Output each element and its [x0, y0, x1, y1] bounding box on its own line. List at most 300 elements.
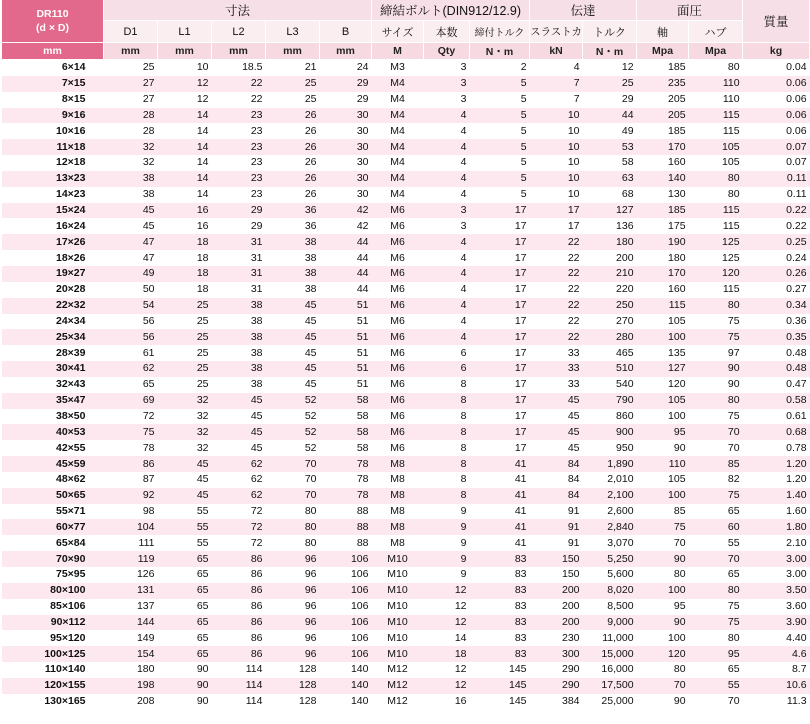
table-cell: 4: [460, 188, 467, 201]
table-row: [2, 108, 810, 124]
table-cell: 95: [637, 424, 689, 440]
column-header-row: [2, 21, 810, 43]
table-cell: 86: [104, 456, 158, 472]
table-cell: 185: [668, 61, 686, 74]
table-cell: 1.80: [743, 519, 810, 535]
table-cell: 29: [250, 219, 263, 232]
table-cell: 45: [530, 424, 583, 440]
table-cell: 25: [304, 93, 317, 106]
table-cell: 17: [514, 219, 527, 232]
table-cell: M6: [372, 234, 424, 250]
table-cell: 23: [212, 139, 266, 155]
table-cell: M10: [372, 646, 424, 662]
table-row: [2, 694, 810, 710]
table-cell: 55: [158, 519, 212, 535]
table-cell: 45: [212, 424, 266, 440]
table-cell: 18: [158, 266, 212, 282]
table-cell: 49: [104, 266, 158, 282]
table-cell: 51: [320, 298, 372, 314]
table-cell: 29: [621, 93, 634, 106]
table-cell: 5: [520, 156, 527, 169]
table-cell: M6: [390, 346, 405, 359]
table-cell: 105: [637, 393, 689, 409]
table-cell: 45: [158, 488, 212, 504]
table-cell: 104: [104, 519, 158, 535]
table-cell: 3: [424, 203, 470, 219]
table-cell: 86: [250, 600, 263, 613]
table-cell: 4.6: [743, 646, 810, 662]
table-cell: 36: [266, 203, 320, 219]
table-cell: 10: [567, 188, 580, 201]
table-cell: 110: [637, 456, 689, 472]
size-cell: 22×32: [2, 298, 104, 314]
size-cell: 25×34: [2, 329, 104, 345]
table-cell: 56: [104, 329, 158, 345]
table-cell: 22: [530, 266, 583, 282]
table-cell: 5: [470, 139, 530, 155]
table-cell: 0.04: [786, 61, 807, 74]
table-cell: 45: [266, 361, 320, 377]
size-cell: 28×39: [56, 346, 86, 359]
table-cell: 4: [460, 124, 467, 137]
table-cell: 97: [727, 346, 740, 359]
table-cell: 44: [320, 234, 372, 250]
table-cell: 45: [158, 456, 212, 472]
table-cell: 96: [304, 631, 317, 644]
table-cell: 465: [616, 346, 634, 359]
table-cell: 17,500: [583, 678, 637, 694]
table-cell: 70: [689, 424, 743, 440]
table-cell: 12: [424, 583, 470, 599]
table-row: [2, 535, 810, 551]
table-cell: 22: [212, 76, 266, 92]
table-cell: 30: [356, 188, 369, 201]
table-cell: 140: [350, 663, 369, 676]
table-cell: 0.36: [786, 314, 807, 327]
table-cell: 125: [689, 234, 743, 250]
table-cell: 0.11: [743, 171, 810, 187]
size-cell: 75×95: [56, 568, 86, 581]
table-cell: 45: [212, 393, 266, 409]
table-cell: 38: [250, 346, 263, 359]
table-cell: 154: [104, 646, 158, 662]
table-cell: 65: [142, 378, 155, 391]
table-cell: 1.40: [743, 488, 810, 504]
table-cell: 65: [727, 568, 740, 581]
table-cell: 12: [621, 61, 634, 74]
table-cell: 25: [158, 361, 212, 377]
table-cell: 175: [668, 219, 686, 232]
size-cell: 10×16: [56, 124, 86, 137]
table-cell: 80: [673, 663, 686, 676]
table-cell: 90: [673, 441, 686, 454]
table-cell: 127: [637, 361, 689, 377]
size-cell: 11×18: [2, 139, 104, 155]
size-cell: 45×59: [2, 456, 104, 472]
size-cell: 8×15: [61, 93, 86, 106]
table-cell: 128: [266, 678, 320, 694]
table-cell: 90: [196, 663, 209, 676]
table-cell: 80: [689, 583, 743, 599]
table-cell: 42: [320, 203, 372, 219]
size-cell: 32×43: [56, 378, 86, 391]
table-cell: 16: [158, 203, 212, 219]
table-cell: 80: [673, 568, 686, 581]
table-cell: 58: [320, 424, 372, 440]
table-cell: 41: [514, 505, 527, 518]
table-cell: 45: [304, 314, 317, 327]
table-cell: 0.06: [743, 76, 810, 92]
table-cell: 11.3: [786, 695, 807, 708]
table-cell: M6: [372, 424, 424, 440]
table-cell: 8: [460, 409, 467, 422]
table-cell: 205: [637, 108, 689, 124]
table-cell: 14: [158, 108, 212, 124]
table-cell: 4: [460, 251, 467, 264]
table-cell: 30: [320, 139, 372, 155]
table-cell: 16,000: [601, 663, 634, 676]
unit-cell: Mpa: [689, 43, 743, 60]
table-cell: 32: [158, 393, 212, 409]
table-cell: 18.5: [242, 61, 263, 74]
table-row: [2, 678, 810, 694]
table-cell: 3: [460, 93, 467, 106]
table-cell: M4: [372, 171, 424, 187]
table-cell: 70: [727, 441, 740, 454]
col-header: 本数: [424, 21, 470, 43]
table-cell: 0.06: [786, 93, 807, 106]
table-cell: 22: [567, 251, 580, 264]
table-cell: 14: [196, 124, 209, 137]
table-cell: 4: [424, 108, 470, 124]
table-cell: 90: [637, 615, 689, 631]
table-body: [2, 60, 810, 710]
table-cell: 38: [304, 283, 317, 296]
table-cell: M6: [372, 393, 424, 409]
table-cell: M10: [387, 631, 408, 644]
table-cell: 25: [142, 61, 155, 74]
table-cell: 52: [266, 393, 320, 409]
table-cell: 23: [212, 108, 266, 124]
table-cell: 115: [722, 124, 740, 137]
table-cell: 47: [104, 234, 158, 250]
table-row: [2, 646, 810, 662]
table-cell: 78: [142, 441, 155, 454]
table-cell: 0.78: [786, 441, 807, 454]
corner-model-cell: [2, 0, 104, 43]
table-cell: 860: [616, 409, 634, 422]
col-header: L3: [266, 21, 320, 43]
table-cell: 1.20: [743, 456, 810, 472]
table-cell: 10: [530, 139, 583, 155]
unit-cell: kN: [530, 43, 583, 60]
table-cell: 65: [727, 663, 740, 676]
table-cell: 90: [196, 695, 209, 708]
table-cell: 510: [583, 361, 637, 377]
size-cell: 80×100: [2, 583, 104, 599]
table-cell: 3.50: [743, 583, 810, 599]
table-cell: 65: [727, 505, 740, 518]
table-row: [2, 298, 810, 314]
table-cell: 11,000: [602, 631, 634, 644]
table-row: [2, 92, 810, 108]
table-cell: 22: [567, 283, 580, 296]
table-row: [2, 314, 810, 330]
table-cell: 42: [356, 219, 369, 232]
table-cell: 75: [689, 615, 743, 631]
table-cell: 110: [722, 93, 740, 106]
table-cell: 17: [514, 378, 527, 391]
table-cell: 45: [304, 346, 317, 359]
group-transmission: 伝達: [530, 0, 637, 21]
table-cell: 86: [212, 646, 266, 662]
table-row: [2, 155, 810, 171]
table-cell: 31: [250, 283, 263, 296]
table-cell: 200: [530, 583, 583, 599]
table-cell: M4: [390, 156, 405, 169]
table-cell: 32: [142, 156, 155, 169]
table-cell: 17: [470, 298, 530, 314]
table-cell: 45: [250, 409, 263, 422]
table-cell: 3: [424, 76, 470, 92]
unit-cell: N・m: [470, 43, 530, 60]
table-cell: 72: [142, 409, 155, 422]
size-cell: 100×125: [2, 646, 104, 662]
table-cell: 58: [356, 441, 369, 454]
table-cell: 70: [304, 473, 317, 486]
table-cell: 17: [514, 441, 527, 454]
table-cell: 95: [689, 646, 743, 662]
table-cell: 140: [350, 695, 369, 708]
unit-row: [2, 43, 810, 60]
table-cell: 17: [470, 424, 530, 440]
table-cell: 87: [142, 473, 155, 486]
table-cell: 56: [142, 314, 155, 327]
table-cell: 17: [514, 314, 527, 327]
size-cell: 9×16: [2, 108, 104, 124]
table-cell: 105: [722, 156, 740, 169]
table-cell: 53: [583, 139, 637, 155]
table-cell: 12: [424, 678, 470, 694]
table-cell: 115: [722, 283, 740, 296]
table-cell: 145: [509, 695, 527, 708]
table-cell: 38: [104, 171, 158, 187]
table-cell: 106: [320, 646, 372, 662]
table-cell: 120: [689, 266, 743, 282]
table-cell: M8: [390, 536, 405, 549]
table-cell: 86: [250, 568, 263, 581]
table-cell: 131: [104, 583, 158, 599]
table-cell: 90: [689, 361, 743, 377]
table-cell: 1,890: [583, 456, 637, 472]
table-cell: 4: [424, 329, 470, 345]
table-cell: 70: [689, 551, 743, 567]
table-cell: 4: [424, 266, 470, 282]
group-bolt: 締結ボルト(DIN912/12.9): [372, 0, 530, 21]
table-cell: 22: [567, 314, 580, 327]
table-row: [2, 171, 810, 187]
table-cell: 8: [424, 488, 470, 504]
table-cell: 65: [196, 600, 209, 613]
table-cell: 180: [583, 234, 637, 250]
table-cell: 44: [320, 266, 372, 282]
table-cell: 128: [298, 663, 317, 676]
table-cell: 100: [668, 631, 686, 644]
table-cell: M12: [387, 663, 408, 676]
table-cell: 52: [266, 424, 320, 440]
table-cell: 29: [320, 76, 372, 92]
table-cell: 170: [637, 139, 689, 155]
table-row: [2, 424, 810, 440]
table-cell: 26: [266, 108, 320, 124]
table-row: [2, 266, 810, 282]
table-cell: 33: [567, 346, 580, 359]
table-cell: 180: [136, 663, 155, 676]
table-cell: 5: [470, 108, 530, 124]
group-header-row: [2, 0, 810, 21]
group-pressure: 面圧: [637, 0, 743, 21]
size-cell: 60×77: [2, 519, 104, 535]
table-cell: 2.10: [786, 536, 807, 549]
table-cell: 41: [470, 456, 530, 472]
table-cell: 45: [567, 441, 580, 454]
table-cell: 86: [212, 615, 266, 631]
table-cell: 9: [460, 505, 467, 518]
table-cell: 65: [158, 551, 212, 567]
table-cell: 68: [621, 188, 634, 201]
table-cell: 10: [530, 171, 583, 187]
table-cell: 2,010: [607, 473, 634, 486]
table-cell: 96: [304, 600, 317, 613]
table-cell: 2: [520, 61, 527, 74]
table-row: [2, 329, 810, 345]
table-cell: 62: [212, 488, 266, 504]
table-cell: 540: [616, 378, 634, 391]
table-cell: 8: [424, 424, 470, 440]
table-cell: 61: [142, 346, 155, 359]
table-cell: 88: [356, 536, 369, 549]
table-cell: 23: [250, 124, 263, 137]
table-row: [2, 393, 810, 409]
table-cell: 4: [460, 314, 467, 327]
table-cell: 38: [250, 314, 263, 327]
table-cell: 45: [530, 393, 583, 409]
table-cell: 5: [470, 171, 530, 187]
size-cell: 130×165: [44, 695, 86, 708]
col-header: ハブ: [689, 21, 743, 43]
table-cell: 18: [158, 234, 212, 250]
table-cell: 3.60: [786, 600, 807, 613]
table-cell: 90: [158, 678, 212, 694]
table-cell: M6: [372, 266, 424, 282]
table-row: [2, 203, 810, 219]
table-cell: 85: [689, 456, 743, 472]
table-cell: 96: [266, 583, 320, 599]
table-cell: 25: [196, 378, 209, 391]
table-cell: 14: [196, 188, 209, 201]
model-label: DR110: [36, 8, 69, 20]
table-cell: 115: [689, 203, 743, 219]
table-cell: 49: [621, 124, 634, 137]
size-cell: 30×41: [2, 361, 104, 377]
table-cell: 62: [104, 361, 158, 377]
table-cell: 2,600: [607, 505, 634, 518]
table-cell: M6: [390, 283, 405, 296]
table-cell: 45: [266, 329, 320, 345]
table-cell: 12: [454, 663, 467, 676]
table-cell: 160: [668, 156, 686, 169]
table-cell: 136: [616, 219, 634, 232]
table-cell: 150: [530, 551, 583, 567]
table-row: [2, 361, 810, 377]
table-cell: M6: [390, 409, 405, 422]
table-cell: 2,100: [583, 488, 637, 504]
table-row: [2, 76, 810, 92]
table-cell: 45: [567, 409, 580, 422]
table-cell: 26: [304, 124, 317, 137]
table-cell: 0.07: [786, 156, 807, 169]
table-cell: 58: [320, 393, 372, 409]
table-cell: 32: [196, 441, 209, 454]
table-cell: 120: [637, 646, 689, 662]
table-cell: 170: [637, 266, 689, 282]
table-cell: 3: [460, 61, 467, 74]
col-header: スラストカ: [530, 21, 583, 43]
size-cell: 17×26: [2, 234, 104, 250]
size-cell: 50×65: [2, 488, 104, 504]
table-cell: 70: [266, 456, 320, 472]
table-cell: 7: [530, 76, 583, 92]
size-cell: 15×24: [2, 203, 104, 219]
table-cell: M10: [372, 583, 424, 599]
unit-cell: M: [372, 43, 424, 60]
table-cell: 4: [460, 283, 467, 296]
table-cell: 8: [424, 393, 470, 409]
table-cell: 100: [637, 488, 689, 504]
table-cell: 80: [266, 519, 320, 535]
table-cell: 80: [727, 188, 740, 201]
table-cell: 8: [460, 378, 467, 391]
size-cell: 16×24: [56, 219, 86, 232]
table-cell: 250: [583, 298, 637, 314]
table-cell: 31: [250, 251, 263, 264]
table-cell: 790: [583, 393, 637, 409]
table-cell: 70: [727, 695, 740, 708]
table-cell: 235: [637, 76, 689, 92]
table-cell: 51: [356, 346, 369, 359]
table-cell: M6: [372, 203, 424, 219]
table-cell: 38: [212, 329, 266, 345]
table-cell: 10: [567, 156, 580, 169]
table-cell: 0.58: [743, 393, 810, 409]
table-cell: 65: [158, 583, 212, 599]
table-cell: 114: [245, 663, 263, 676]
corner-unit-cell: mm: [2, 43, 104, 60]
table-cell: 32: [196, 409, 209, 422]
table-cell: M8: [372, 456, 424, 472]
table-cell: 84: [530, 456, 583, 472]
table-cell: 0.06: [743, 108, 810, 124]
table-cell: 4: [424, 234, 470, 250]
table-cell: 52: [304, 409, 317, 422]
table-cell: 65: [196, 631, 209, 644]
table-cell: M6: [390, 219, 405, 232]
table-row: [2, 282, 810, 298]
table-cell: 22: [250, 93, 263, 106]
table-cell: 41: [514, 536, 527, 549]
table-cell: 8: [460, 473, 467, 486]
table-cell: 38: [212, 298, 266, 314]
